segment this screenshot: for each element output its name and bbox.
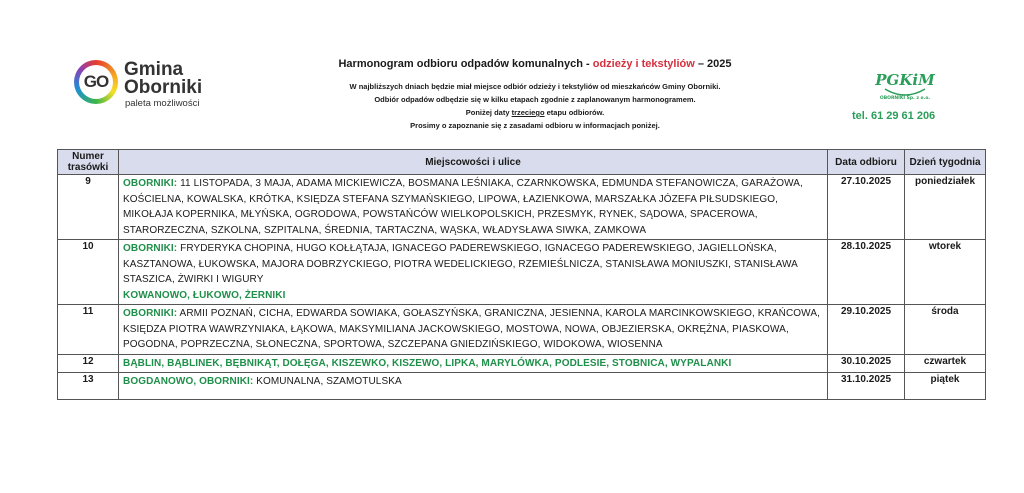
header-day: Dzień tygodnia — [905, 150, 986, 175]
intro-line-4: Prosimy o zapoznanie się z zasadami odbioru w informacjach poniżej. — [410, 121, 660, 130]
town-names: OBORNIKI: — [123, 308, 178, 319]
street-names: FRYDERYKA CHOPINA, HUGO KOŁŁĄTAJA, IGNACEGO PADEREWSKIEGO, IGNACEGO PADEREWSKIEGO, JAGIELLOŃSKA, KASZTANOWA, ŁUKOWSKA, MAJORA DOBRZYCKIEGO, PIOTRA WEDELICKIEGO, RZEMIEŚLNICZA, STANISŁAWA MONIUSZKI, STANISŁAWA STASZICA, ŻWIRKI I WIGURY — [123, 243, 798, 285]
town-names: OBORNIKI: — [123, 178, 178, 189]
logo-line-1: Gmina — [124, 59, 184, 80]
route-number: 9 — [58, 175, 119, 240]
pickup-date: 27.10.2025 — [828, 175, 905, 240]
route-number: 11 — [58, 305, 119, 355]
go-logo-mark: GO — [79, 65, 113, 99]
route-places — [119, 373, 828, 400]
pgkim-logo-icon — [875, 65, 935, 103]
weekday: poniedziałek — [905, 175, 986, 240]
intro-text — [270, 80, 800, 132]
route-number: 12 — [58, 354, 119, 373]
pgkim-logo-sub: OBORNIKI Sp. z o.o. — [879, 96, 931, 101]
weekday: wtorek — [905, 240, 986, 305]
pickup-date: 28.10.2025 — [828, 240, 905, 305]
route-places — [119, 175, 828, 240]
header-number: Numer trasówki — [58, 150, 119, 175]
gmina-oborniki-logo — [74, 60, 214, 112]
header-date: Data odbioru — [828, 150, 905, 175]
title-suffix: – 2025 — [694, 58, 732, 70]
phone-number: tel. 61 29 61 206 — [852, 110, 936, 122]
intro-line-2: Odbiór odpadów odbędzie się w kilku etapach zgodnie z zaplanowanym harmonogramem. — [374, 95, 696, 104]
header-places: Miejscowości i ulice — [119, 150, 828, 175]
table-header-row — [58, 150, 986, 175]
route-places — [119, 305, 828, 355]
route-number: 13 — [58, 373, 119, 400]
pickup-date: 30.10.2025 — [828, 354, 905, 373]
logo-line-2: Oborniki — [124, 77, 203, 98]
route-places — [119, 240, 828, 305]
pickup-date: 29.10.2025 — [828, 305, 905, 355]
town-names: BOGDANOWO, OBORNIKI: — [123, 376, 254, 387]
route-places — [119, 354, 828, 373]
table-row — [58, 305, 986, 355]
table-row — [58, 175, 986, 240]
title-highlight: odzieży i tekstyliów — [592, 58, 695, 70]
table-row — [58, 240, 986, 305]
town-names: BĄBLIN, BĄBLINEK, BĘBNIKĄT, DOŁĘGA, KISZEWKO, KISZEWO, LIPKA, MARYLÓWKA, PODLESIE, STOBNICA, WYPALANKI — [123, 357, 732, 369]
table-row — [58, 373, 986, 400]
intro-line-3 — [270, 106, 800, 119]
intro-line-3-suffix: etapu odbiorów. — [544, 108, 605, 117]
go-logo-icon — [74, 60, 118, 104]
pgkim-logo-text: PGKiM — [875, 71, 935, 89]
document-header — [270, 58, 800, 132]
street-names: 11 LISTOPADA, 3 MAJA, ADAMA MICKIEWICZA, BOSMANA LEŚNIAKA, CZARNKOWSKA, EDMUNDA STEFANOWICZA, GARAŻOWA, KOŚCIELNA, KOWALSKA, KRÓTKA, KSIĘDZA STEFANA SZYMAŃSKIEGO, LIPOWA, ŁAZIENKOWA, MARSZAŁKA JÓZEFA PIŁSUDSKIEGO, MIKOŁAJA KOPERNIKA, MŁYŃSKA, OGRODOWA, POWSTAŃCÓW WIELKOPOLSKICH, PRZESMYK, RYNEK, SĄDOWA, SPACEROWA, STARORZECZNA, SZKOLNA, SZPITALNA, ŚREDNIA, TARTACZNA, WĄSKA, WŁADYSŁAWA SIWKA, ZAMKOWA — [123, 178, 803, 236]
weekday: piątek — [905, 373, 986, 400]
street-names: ARMII POZNAŃ, CICHA, EDWARDA SOWIAKA, GOŁASZYŃSKA, GRANICZNA, JESIENNA, KAROLA MARCINKOWSKIEGO, KRAŃCOWA, KSIĘDZA PIOTRA WAWRZYNIAKA, ŁĄKOWA, MAKSYMILIANA JACKOWSKIEGO, MOSTOWA, NOWA, OBJEZIERSKA, OKRĘŻNA, PIASKOWA, POGODNA, POPRZECZNA, SŁONECZNA, SPORTOWA, SZCZEPANA GNIEDZIŃSKIEGO, WIDOKOWA, WIOSENNA — [123, 308, 820, 350]
document-title — [270, 58, 800, 70]
intro-line-1: W najbliższych dniach będzie miał miejsce odbiór odzieży i tekstyliów od mieszkańców Gminy Oborniki. — [349, 82, 721, 91]
village-names: KOWANOWO, ŁUKOWO, ŻERNIKI — [123, 289, 286, 301]
logo-tagline: paleta możliwości — [125, 98, 200, 109]
table-row — [58, 354, 986, 373]
route-number: 10 — [58, 240, 119, 305]
weekday: środa — [905, 305, 986, 355]
schedule-table — [57, 149, 986, 400]
pickup-date: 31.10.2025 — [828, 373, 905, 400]
intro-line-3-prefix: Poniżej daty — [465, 108, 512, 117]
street-names: KOMUNALNA, SZAMOTULSKA — [253, 376, 402, 387]
weekday: czwartek — [905, 354, 986, 373]
intro-line-3-underlined: trzeciego — [511, 108, 545, 117]
title-prefix: Harmonogram odbioru odpadów komunalnych - — [338, 58, 593, 70]
town-names: OBORNIKI: — [123, 243, 178, 254]
